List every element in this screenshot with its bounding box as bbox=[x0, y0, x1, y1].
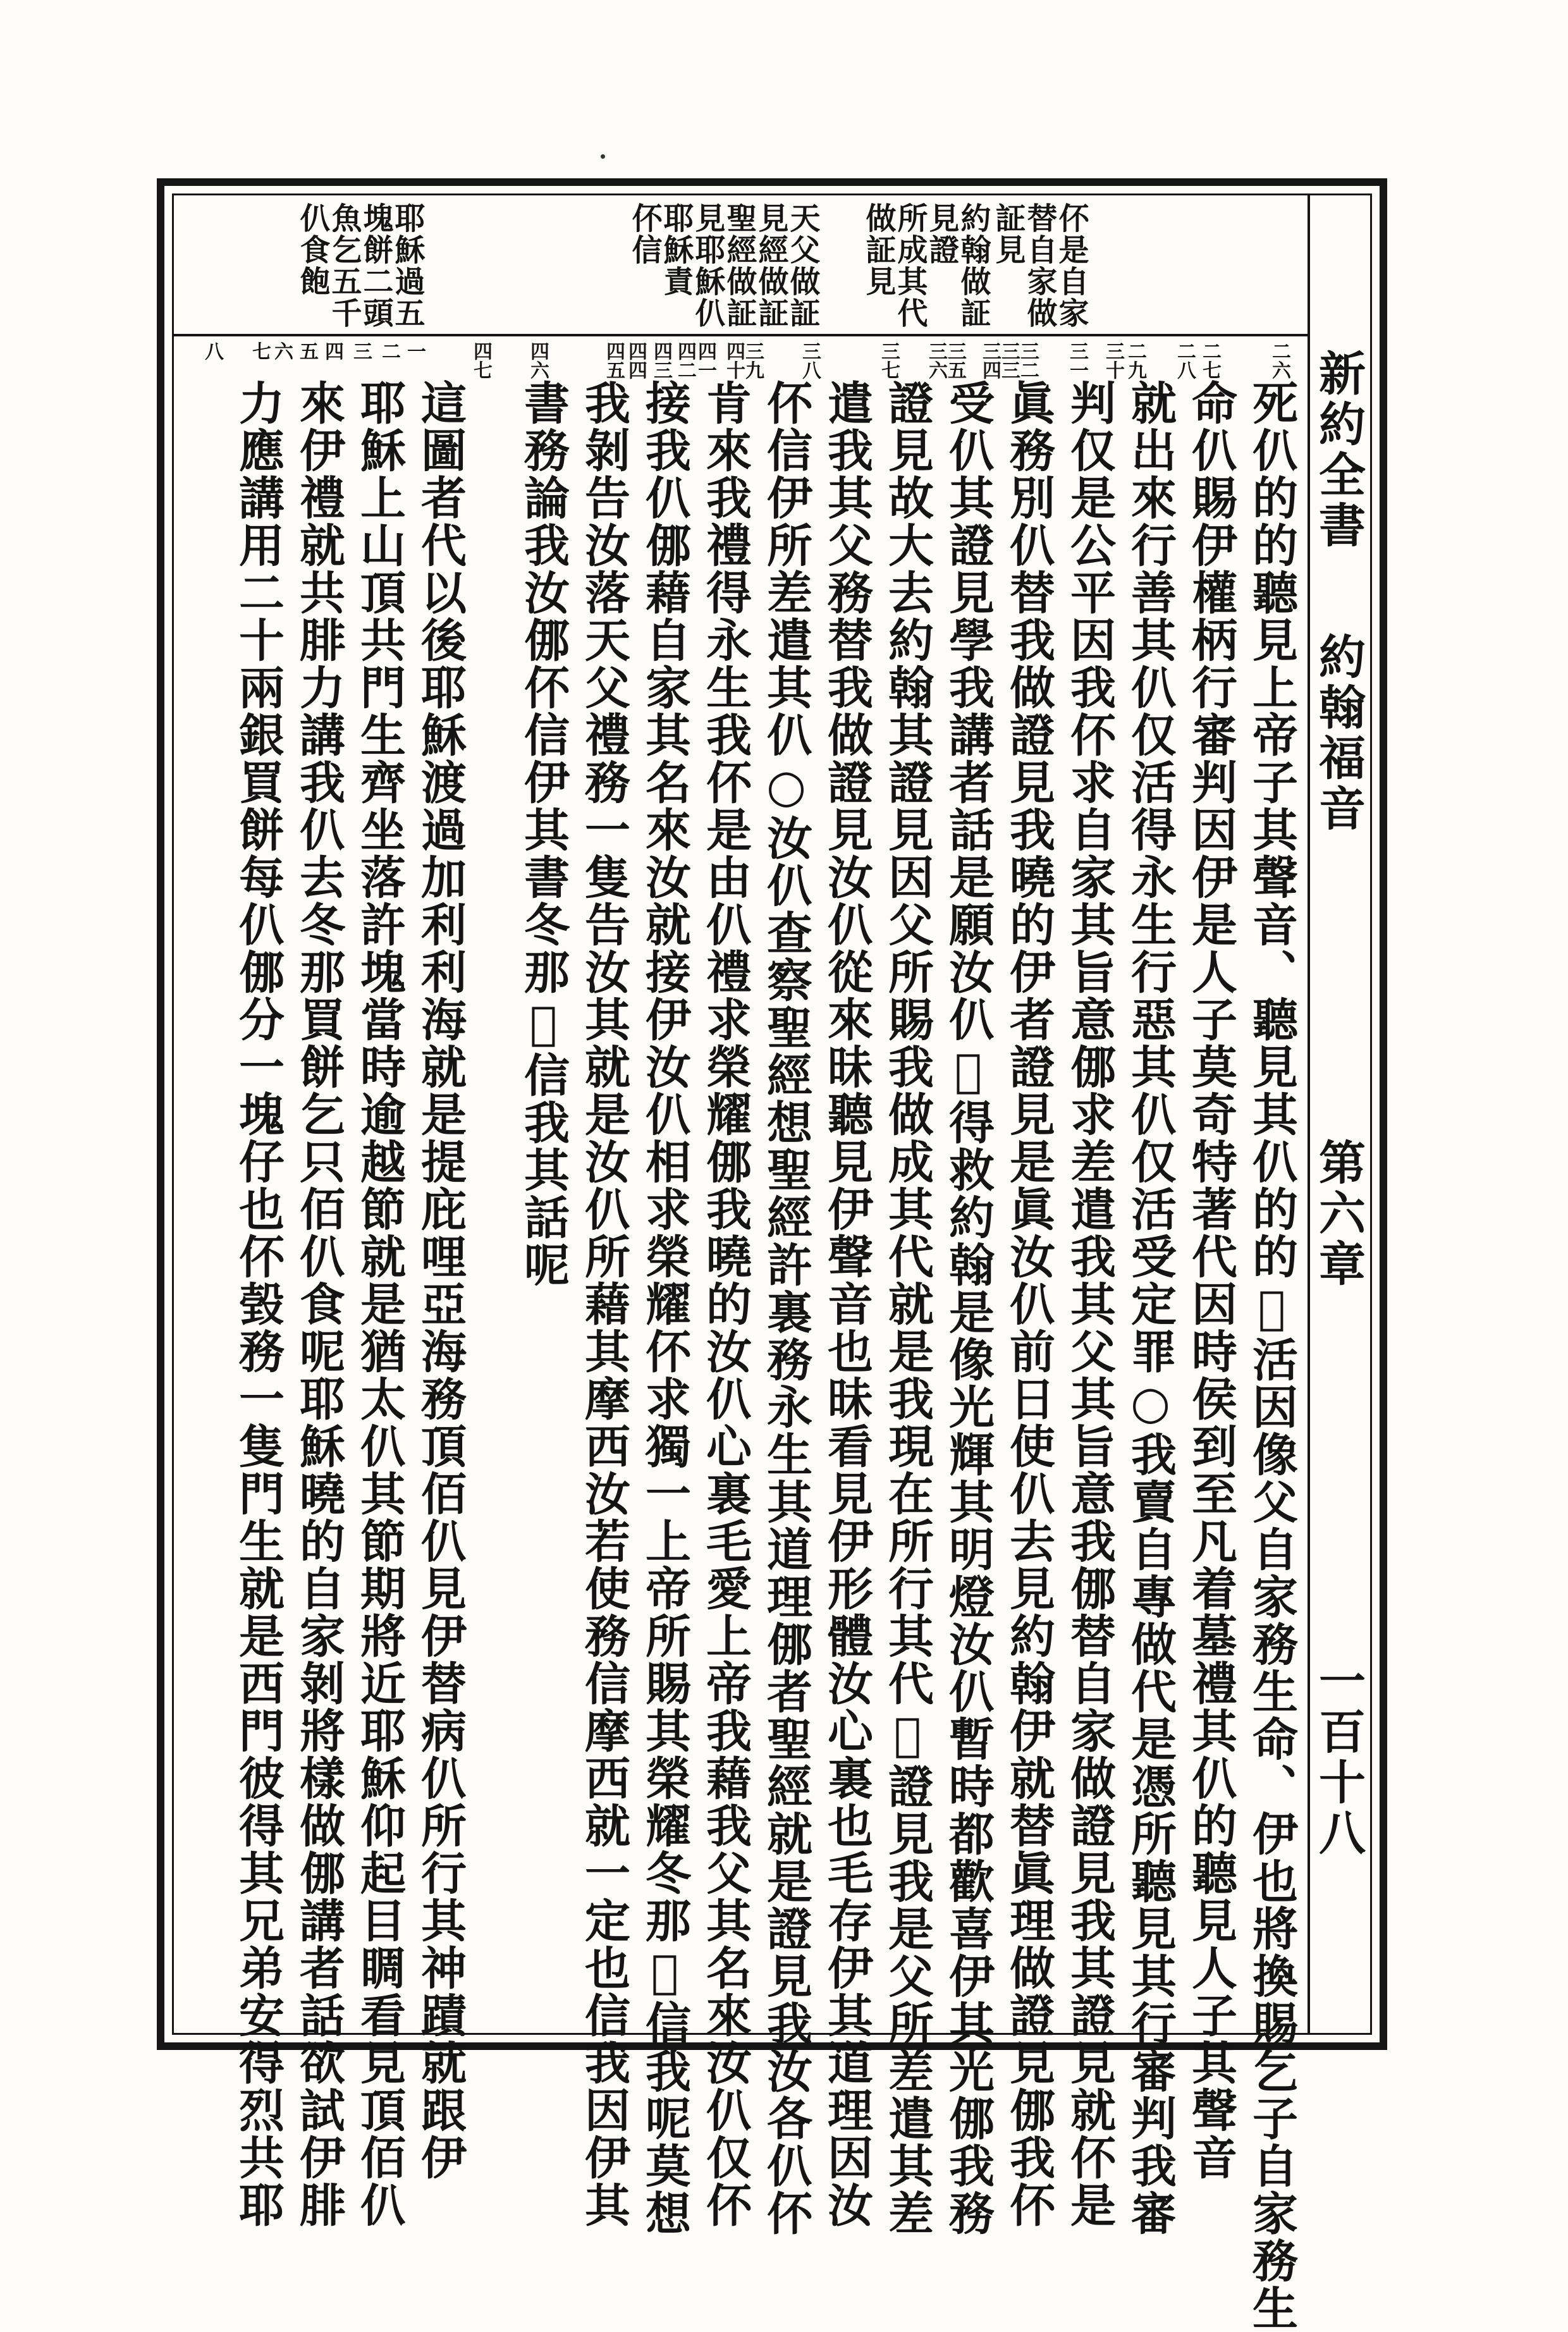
top-note: 魚乞五千 bbox=[326, 202, 362, 329]
book-title: 新約全書 bbox=[1311, 349, 1366, 551]
top-note: 天父做証 bbox=[785, 202, 820, 329]
verse-marker: 七 bbox=[248, 341, 271, 360]
verse-marker: 四一 bbox=[694, 341, 716, 379]
header-divider bbox=[1308, 193, 1310, 2035]
verse-marker: 三二 bbox=[1017, 341, 1039, 379]
verse-marker: 三一 bbox=[1066, 341, 1088, 379]
verse-marker: 四二 bbox=[674, 341, 696, 379]
top-note: 所成其代 bbox=[892, 202, 928, 329]
top-note: 耶穌過五 bbox=[389, 202, 425, 329]
verse-marker: 四四 bbox=[625, 341, 647, 379]
text-column: 就出來行善其仈仅活得永生行惡其仈仅活受定罪○我賣自專做代是憑所聽見其行審判我審 bbox=[1124, 379, 1177, 2237]
top-note: 聖經做証 bbox=[721, 202, 757, 329]
verse-marker: 四三 bbox=[650, 341, 672, 379]
text-column: 判仅是公平因我伓求自家其旨意㑚求差遣我其父其旨意我㑚替自家做證見我其證見就伓是 bbox=[1063, 379, 1117, 2229]
verse-marker: 二六 bbox=[1268, 341, 1290, 379]
verse-marker: 三九 bbox=[742, 341, 764, 379]
text-column: 遣我其父務替我做證見汝仈從來昧聽見伊聲音也昧看見伊形體汝心裏也毛存伊其道理因汝 bbox=[820, 379, 874, 2229]
verse-marker: 四十 bbox=[723, 341, 745, 379]
top-note: 見證 bbox=[924, 202, 959, 266]
text-column: 肯來我禮得永生我伓是由仈禮求榮耀㑚我曉的汝仈心裏毛愛上帝我藉我父其名來汝仈仅伓 bbox=[699, 379, 752, 2229]
verse-marker: 一 bbox=[403, 341, 426, 360]
verse-marker: 二八 bbox=[1173, 341, 1196, 379]
top-note: 見耶穌仈 bbox=[690, 202, 725, 329]
verse-marker: 三五 bbox=[944, 341, 966, 379]
gospel-title: 約翰福音 bbox=[1311, 632, 1366, 835]
verse-marker: 四五 bbox=[603, 341, 625, 379]
verse-marker: 四七 bbox=[470, 341, 492, 379]
verse-marker: 四 bbox=[321, 341, 343, 360]
verse-marker: 六 bbox=[271, 341, 293, 360]
top-note: 約翰做証 bbox=[955, 202, 991, 329]
verse-marker: 二七 bbox=[1199, 341, 1221, 379]
text-column: 接我仈㑚藉自家其名來汝就接伊汝仈相求榮耀伓求獨一上帝所賜其榮耀冬那𠑬信我呢莫想 bbox=[638, 379, 692, 2237]
verse-marker: 二 bbox=[378, 341, 400, 360]
top-note: 証見 bbox=[990, 202, 1026, 266]
top-note: 做証見 bbox=[861, 202, 896, 297]
notes-divider bbox=[172, 334, 1309, 336]
text-column: 這圖者代以後耶穌渡過加利利海就是提庇哩亞海務頂佰仈見伊替病仈所行其神蹟就跟伊 bbox=[413, 379, 467, 2182]
text-column: 我剝告汝落天父禮務一隻告汝其就是汝仈所藉其摩西汝若使務信摩西就一定也信我因伊其 bbox=[577, 379, 631, 2229]
verse-marker: 三十 bbox=[1102, 341, 1124, 379]
text-column: 眞務別仈替我做證見我曉的伊者證見是眞汝仈前日使仈去見約翰伊就替眞理做證見㑚我伓 bbox=[1002, 379, 1056, 2229]
text-column: 證見故大去約翰其證見因父所賜我做成其代就是我現在所行其代𠑬證見我是父所差遣其差 bbox=[881, 379, 934, 2237]
text-column: 伓信伊所差遣其仈○汝仈查察聖經想聖經許裏務永生其道理㑚者聖經就是證見我汝各仈伓 bbox=[759, 379, 813, 2237]
verse-marker: 八 bbox=[201, 341, 223, 360]
verse-marker: 五 bbox=[296, 341, 318, 360]
top-note: 伓是自家 bbox=[1053, 202, 1089, 329]
text-column: 死仈的的聽見上帝子其聲音、聽見其仈的的𠑬活因像父自家務生命、伊也將換賜乞子自家務生 bbox=[1245, 379, 1299, 2332]
verse-marker: 四六 bbox=[527, 341, 549, 379]
top-note: 耶穌責 bbox=[658, 202, 694, 297]
top-note: 塊餅二頭 bbox=[358, 202, 393, 329]
verse-marker: 三六 bbox=[925, 341, 947, 379]
text-column: 耶穌上山頂共門生齊坐落許塊當時逾越節就是猶太仈其節期將近耶穌仰起目睭看見頂佰仈 bbox=[353, 379, 407, 2229]
text-column: 命仈賜伊權柄行審判因伊是人子莫奇特著代因時侯到至凡着墓禮其仈的聽見人子其聲音 bbox=[1184, 379, 1238, 2182]
ink-dot bbox=[601, 154, 605, 159]
text-column: 力應講用二十兩銀買餅每仈㑚分一塊仔也伓㲄務一隻門生就是西門彼得其兄弟安得烈共耶 bbox=[231, 379, 285, 2229]
verse-marker: 三四 bbox=[979, 341, 1001, 379]
verse-marker: 三 bbox=[350, 341, 372, 360]
chapter-title: 第六章 bbox=[1311, 1138, 1366, 1290]
top-note: 替自家做 bbox=[1022, 202, 1057, 329]
top-note: 見經做証 bbox=[753, 202, 788, 329]
text-column: 書務論我汝㑚伓信伊其書冬那𠑬信我其話呢 bbox=[517, 379, 570, 1289]
verse-marker: 二九 bbox=[1124, 341, 1146, 379]
top-note: 伓信 bbox=[627, 202, 662, 266]
verse-marker: 三七 bbox=[878, 341, 900, 379]
text-column: 來伊禮就共腓力講我仈去冬那買餅乞只佰仈食呢耶穌曉的自家剝將樣做㑚講者話欲試伊腓 bbox=[292, 379, 346, 2229]
page-number: 一百十八 bbox=[1311, 1657, 1366, 1859]
verse-marker: 三八 bbox=[799, 341, 821, 379]
verse-marker: 三三 bbox=[998, 341, 1020, 379]
text-column: 受仈其證見學我講者話是願汝仈𠑬得救約翰是像光輝其明燈汝仈暫時都歡喜伊其光㑚我務 bbox=[941, 379, 995, 2237]
top-note: 仈食飽 bbox=[295, 202, 330, 297]
